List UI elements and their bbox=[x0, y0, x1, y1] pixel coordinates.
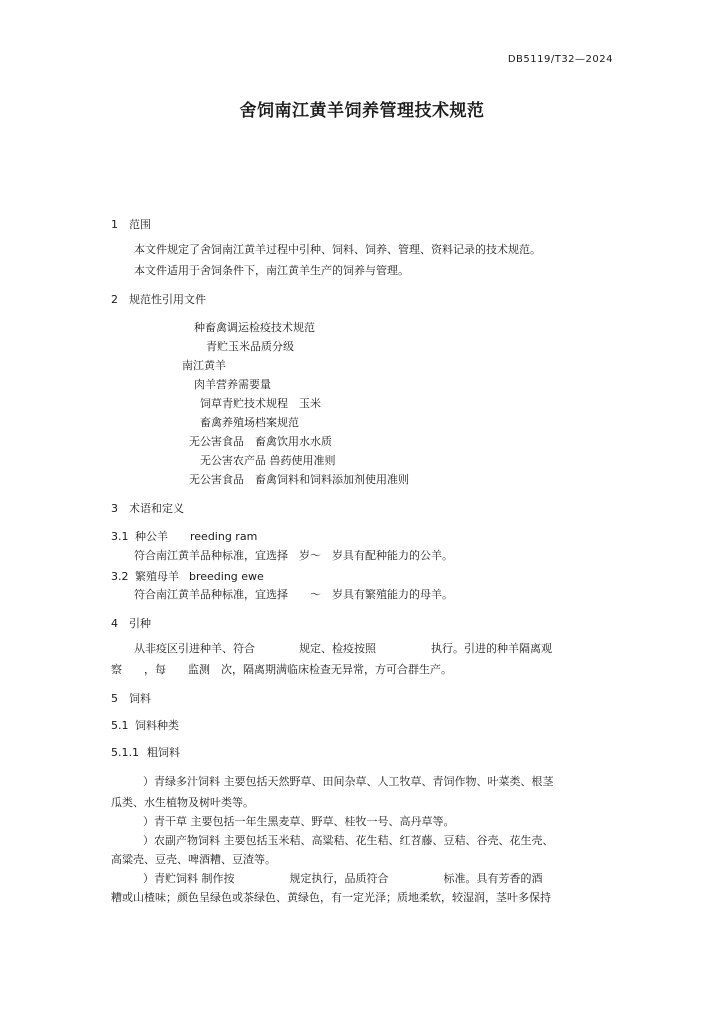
introduction-paragraph-line: 察 ，每 监测 次，隔离期满临床检查无异常，方可合群生产。 bbox=[111, 663, 452, 676]
term-3-2-heading bbox=[111, 570, 264, 584]
section-number: 1 bbox=[111, 218, 118, 231]
scope-paragraph-2: 本文件适用于舍饲条件下，南江黄羊生产的饲养与管理。 bbox=[134, 264, 409, 277]
subsection-number: 5.1 bbox=[111, 719, 129, 732]
section-3-heading bbox=[111, 502, 184, 516]
reference-item: 南江黄羊 bbox=[182, 359, 226, 372]
feed-item-line: 瓜类、水生植物及树叶类等。 bbox=[111, 796, 254, 809]
subsection-title: 粗饲料 bbox=[147, 746, 180, 759]
document-number: DB5119/T32—2024 bbox=[507, 54, 613, 65]
section-number: 3 bbox=[111, 502, 118, 515]
term-number: 3.2 bbox=[111, 570, 129, 583]
reference-item: 无公害农产品 兽药使用准则 bbox=[200, 454, 336, 467]
section-2-heading bbox=[111, 293, 206, 307]
subsection-number: 5.1.1 bbox=[111, 746, 139, 759]
term-3-2-definition: 符合南江黄羊品种标准，宜选择 ～ 岁具有繁殖能力的母羊。 bbox=[134, 588, 453, 601]
term-3-1-heading bbox=[111, 530, 257, 544]
reference-item: 青贮玉米品质分级 bbox=[206, 340, 294, 353]
reference-item: 无公害食品 畜禽饮用水水质 bbox=[189, 435, 332, 448]
section-number: 5 bbox=[111, 692, 118, 705]
reference-item: 肉羊营养需要量 bbox=[194, 378, 271, 391]
section-5-heading bbox=[111, 692, 151, 706]
section-number: 2 bbox=[111, 293, 118, 306]
term-3-1-definition: 符合南江黄羊品种标准，宜选择 岁～ 岁具有配种能力的公羊。 bbox=[134, 549, 453, 562]
section-5-1-heading bbox=[111, 719, 179, 733]
reference-item: 饲草青贮技术规程 玉米 bbox=[200, 397, 321, 410]
subsection-title: 饲料种类 bbox=[135, 719, 179, 732]
document-title: 舍饲南江黄羊饲养管理技术规范 bbox=[239, 101, 485, 121]
term-name: 种公羊 bbox=[135, 530, 168, 543]
section-title: 术语和定义 bbox=[129, 502, 184, 515]
scope-paragraph-1: 本文件规定了舍饲南江黄羊过程中引种、饲料、饲养、管理、资料记录的技术规范。 bbox=[134, 243, 541, 256]
section-1-heading bbox=[111, 218, 151, 232]
feed-item-line: 糟或山楂味；颜色呈绿色或茶绿色、黄绿色，有一定光泽；质地柔软，较湿润，茎叶多保持 bbox=[111, 891, 551, 904]
feed-item-line: ）青干草 主要包括一年生黑麦草、野草、桂牧一号、高丹草等。 bbox=[143, 815, 455, 828]
reference-item: 无公害食品 畜禽饲料和饲料添加剂使用准则 bbox=[189, 473, 409, 486]
section-title: 引种 bbox=[129, 617, 151, 630]
section-title: 饲料 bbox=[129, 692, 151, 705]
reference-item: 畜禽养殖场档案规范 bbox=[200, 416, 299, 429]
section-4-heading bbox=[111, 617, 151, 631]
term-number: 3.1 bbox=[111, 530, 129, 543]
reference-item: 种畜禽调运检疫技术规范 bbox=[194, 321, 315, 334]
introduction-paragraph-line: 从非疫区引进种羊、符合 规定、检疫按照 执行。引进的种羊隔离观 bbox=[134, 642, 552, 655]
section-title: 规范性引用文件 bbox=[129, 293, 206, 306]
term-english: breeding ewe bbox=[189, 570, 264, 583]
feed-item-line: 高粱壳、豆壳、啤酒糟、豆渣等。 bbox=[111, 853, 276, 866]
term-name: 繁殖母羊 bbox=[135, 570, 179, 583]
section-5-1-1-heading bbox=[111, 746, 180, 760]
section-number: 4 bbox=[111, 617, 118, 630]
feed-item-line: ）青绿多汁饲料 主要包括天然野草、田间杂草、人工牧草、青饲作物、叶菜类、根茎 bbox=[143, 775, 554, 788]
section-title: 范围 bbox=[129, 218, 151, 231]
term-english: reeding ram bbox=[190, 530, 258, 543]
feed-item-line: ）农副产物饲料 主要包括玉米秸、高粱秸、花生秸、红苕藤、豆秸、谷壳、花生壳、 bbox=[143, 834, 554, 847]
feed-item-line: ）青贮饲料 制作按 规定执行，品质符合 标准。具有芳香的酒 bbox=[143, 872, 543, 885]
